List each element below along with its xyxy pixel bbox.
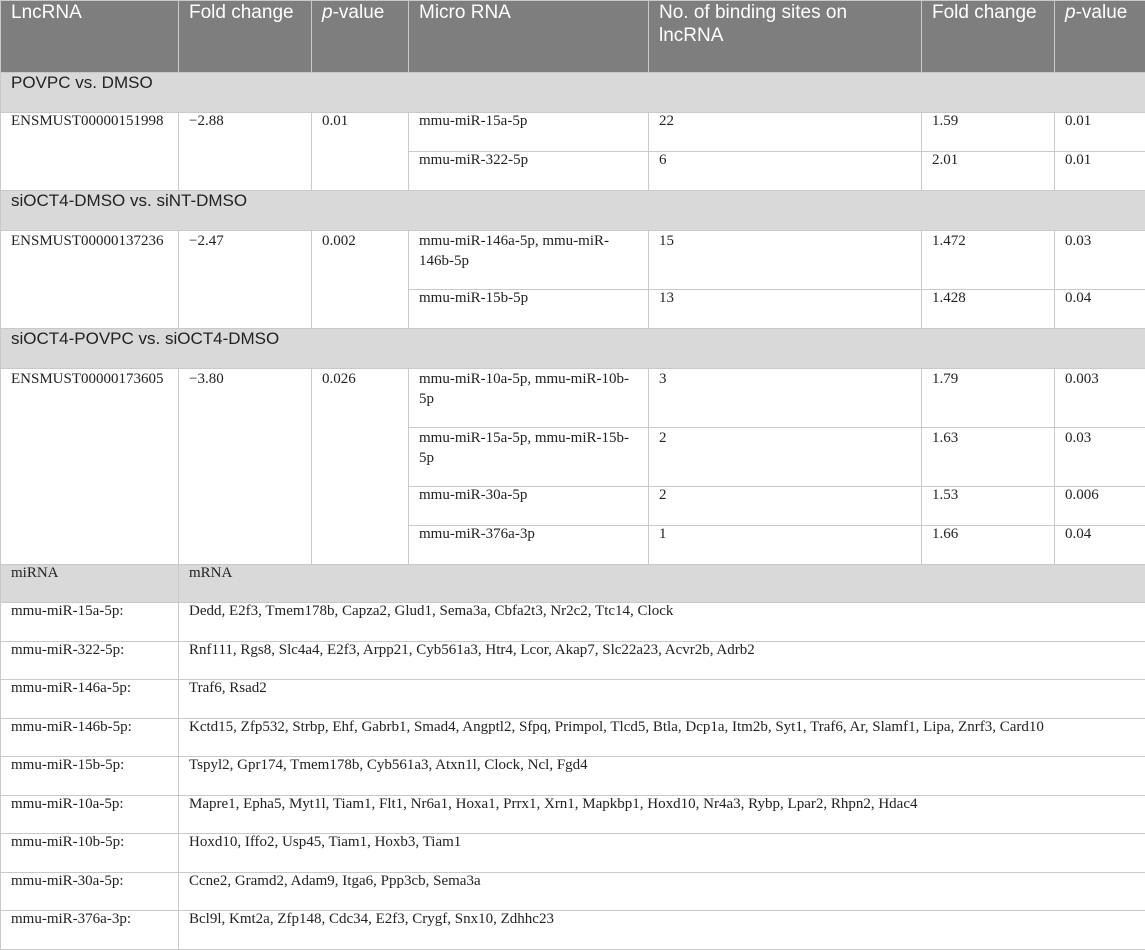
mirna-p-cell: 0.006 (1055, 487, 1145, 526)
binding-sites-cell: 2 (649, 487, 922, 526)
lncrna-cell: ENSMUST00000173605 (1, 369, 179, 565)
target-mirna-cell: mmu-miR-30a-5p: (1, 872, 179, 911)
lncrna-cell: ENSMUST00000151998 (1, 113, 179, 191)
target-mrna-cell: Traf6, Rsad2 (179, 680, 1145, 719)
target-row (1, 718, 1145, 757)
col-header-fold-change-2: Fold change (922, 1, 1055, 73)
table-row (1, 231, 1145, 290)
p-suffix: -value (332, 2, 385, 23)
section-title: POVPC vs. DMSO (1, 73, 1145, 113)
mirna-fold-cell: 1.66 (922, 526, 1055, 565)
targets-header-row (1, 565, 1145, 603)
target-mirna-cell: mmu-miR-376a-3p: (1, 911, 179, 950)
mirna-fold-cell: 1.59 (922, 113, 1055, 152)
lncrna-p-cell: 0.002 (312, 231, 409, 329)
lncrna-p-cell: 0.01 (312, 113, 409, 191)
section-title: siOCT4-POVPC vs. siOCT4-DMSO (1, 329, 1145, 369)
col-header-p-value-2 (1055, 1, 1145, 73)
target-mirna-cell: mmu-miR-10b-5p: (1, 834, 179, 873)
mirna-fold-cell: 1.53 (922, 487, 1055, 526)
target-row (1, 680, 1145, 719)
mirna-cell: mmu-miR-15a-5p (409, 113, 649, 152)
target-mrna-cell: Kctd15, Zfp532, Strbp, Ehf, Gabrb1, Smad4, Angptl2, Sfpq, Primpol, Tlcd5, Btla, Dcp1a, Itm2b, Syt1, Traf6, Ar, Slamf1, Lipa, Znrf3, Card10 (179, 718, 1145, 757)
lncrna-cell: ENSMUST00000137236 (1, 231, 179, 329)
p-suffix: -value (1075, 2, 1128, 23)
mirna-cell: mmu-miR-15a-5p, mmu-miR-15b-5p (409, 428, 649, 487)
col-header-micro-rna: Micro RNA (409, 1, 649, 73)
target-row (1, 641, 1145, 680)
binding-sites-cell: 1 (649, 526, 922, 565)
mirna-p-cell: 0.04 (1055, 526, 1145, 565)
col-header-p-value (312, 1, 409, 73)
mirna-cell: mmu-miR-376a-3p (409, 526, 649, 565)
target-row (1, 872, 1145, 911)
target-mrna-cell: Bcl9l, Kmt2a, Zfp148, Cdc34, E2f3, Crygf, Snx10, Zdhhc23 (179, 911, 1145, 950)
targets-header-mrna: mRNA (179, 565, 1145, 603)
binding-sites-cell: 6 (649, 152, 922, 191)
mirna-cell: mmu-miR-322-5p (409, 152, 649, 191)
mirna-p-cell: 0.01 (1055, 152, 1145, 191)
col-header-binding-sites: No. of binding sites on lncRNA (649, 1, 922, 73)
target-row (1, 911, 1145, 950)
target-mirna-cell: mmu-miR-146a-5p: (1, 680, 179, 719)
mirna-fold-cell: 1.472 (922, 231, 1055, 290)
mirna-fold-cell: 1.79 (922, 369, 1055, 428)
target-mrna-cell: Mapre1, Epha5, Myt1l, Tiam1, Flt1, Nr6a1, Hoxa1, Prrx1, Xrn1, Mapkbp1, Hoxd10, Nr4a3, Rybp, Lpar2, Rhpn2, Hdac4 (179, 795, 1145, 834)
mirna-cell: mmu-miR-10a-5p, mmu-miR-10b-5p (409, 369, 649, 428)
lncrna-p-cell: 0.026 (312, 369, 409, 565)
target-mrna-cell: Dedd, E2f3, Tmem178b, Capza2, Glud1, Sema3a, Cbfa2t3, Nr2c2, Ttc14, Clock (179, 603, 1145, 642)
target-mirna-cell: mmu-miR-15a-5p: (1, 603, 179, 642)
col-header-fold-change: Fold change (179, 1, 312, 73)
col-header-lncrna: LncRNA (1, 1, 179, 73)
target-mirna-cell: mmu-miR-322-5p: (1, 641, 179, 680)
target-mirna-cell: mmu-miR-146b-5p: (1, 718, 179, 757)
target-mirna-cell: mmu-miR-10a-5p: (1, 795, 179, 834)
mirna-fold-cell: 1.63 (922, 428, 1055, 487)
p-italic: p (322, 2, 333, 23)
section-title: siOCT4-DMSO vs. siNT-DMSO (1, 191, 1145, 231)
target-row (1, 603, 1145, 642)
table-header-row (1, 1, 1145, 73)
mirna-p-cell: 0.03 (1055, 428, 1145, 487)
section-row (1, 191, 1145, 231)
mirna-fold-cell: 2.01 (922, 152, 1055, 191)
section-row (1, 73, 1145, 113)
mirna-p-cell: 0.003 (1055, 369, 1145, 428)
mirna-p-cell: 0.03 (1055, 231, 1145, 290)
table-row (1, 113, 1145, 152)
mirna-cell: mmu-miR-146a-5p, mmu-miR-146b-5p (409, 231, 649, 290)
mirna-fold-cell: 1.428 (922, 290, 1055, 329)
binding-sites-cell: 3 (649, 369, 922, 428)
binding-sites-cell: 15 (649, 231, 922, 290)
binding-sites-cell: 13 (649, 290, 922, 329)
p-italic: p (1065, 2, 1076, 23)
section-row (1, 329, 1145, 369)
table-row (1, 369, 1145, 428)
target-mrna-cell: Ccne2, Gramd2, Adam9, Itga6, Ppp3cb, Sema3a (179, 872, 1145, 911)
target-mrna-cell: Rnf111, Rgs8, Slc4a4, E2f3, Arpp21, Cyb561a3, Htr4, Lcor, Akap7, Slc22a23, Acvr2b, Adrb2 (179, 641, 1145, 680)
target-mrna-cell: Hoxd10, Iffo2, Usp45, Tiam1, Hoxb3, Tiam1 (179, 834, 1145, 873)
lncrna-fold-cell: −2.88 (179, 113, 312, 191)
mirna-p-cell: 0.01 (1055, 113, 1145, 152)
mirna-cell: mmu-miR-30a-5p (409, 487, 649, 526)
mirna-cell: mmu-miR-15b-5p (409, 290, 649, 329)
target-row (1, 795, 1145, 834)
target-mirna-cell: mmu-miR-15b-5p: (1, 757, 179, 796)
lncrna-fold-cell: −2.47 (179, 231, 312, 329)
mirna-p-cell: 0.04 (1055, 290, 1145, 329)
target-mrna-cell: Tspyl2, Gpr174, Tmem178b, Cyb561a3, Atxn1l, Clock, Ncl, Fgd4 (179, 757, 1145, 796)
target-row (1, 757, 1145, 796)
lncrna-fold-cell: −3.80 (179, 369, 312, 565)
binding-sites-cell: 2 (649, 428, 922, 487)
binding-sites-cell: 22 (649, 113, 922, 152)
target-row (1, 834, 1145, 873)
targets-header-mirna: miRNA (1, 565, 179, 603)
